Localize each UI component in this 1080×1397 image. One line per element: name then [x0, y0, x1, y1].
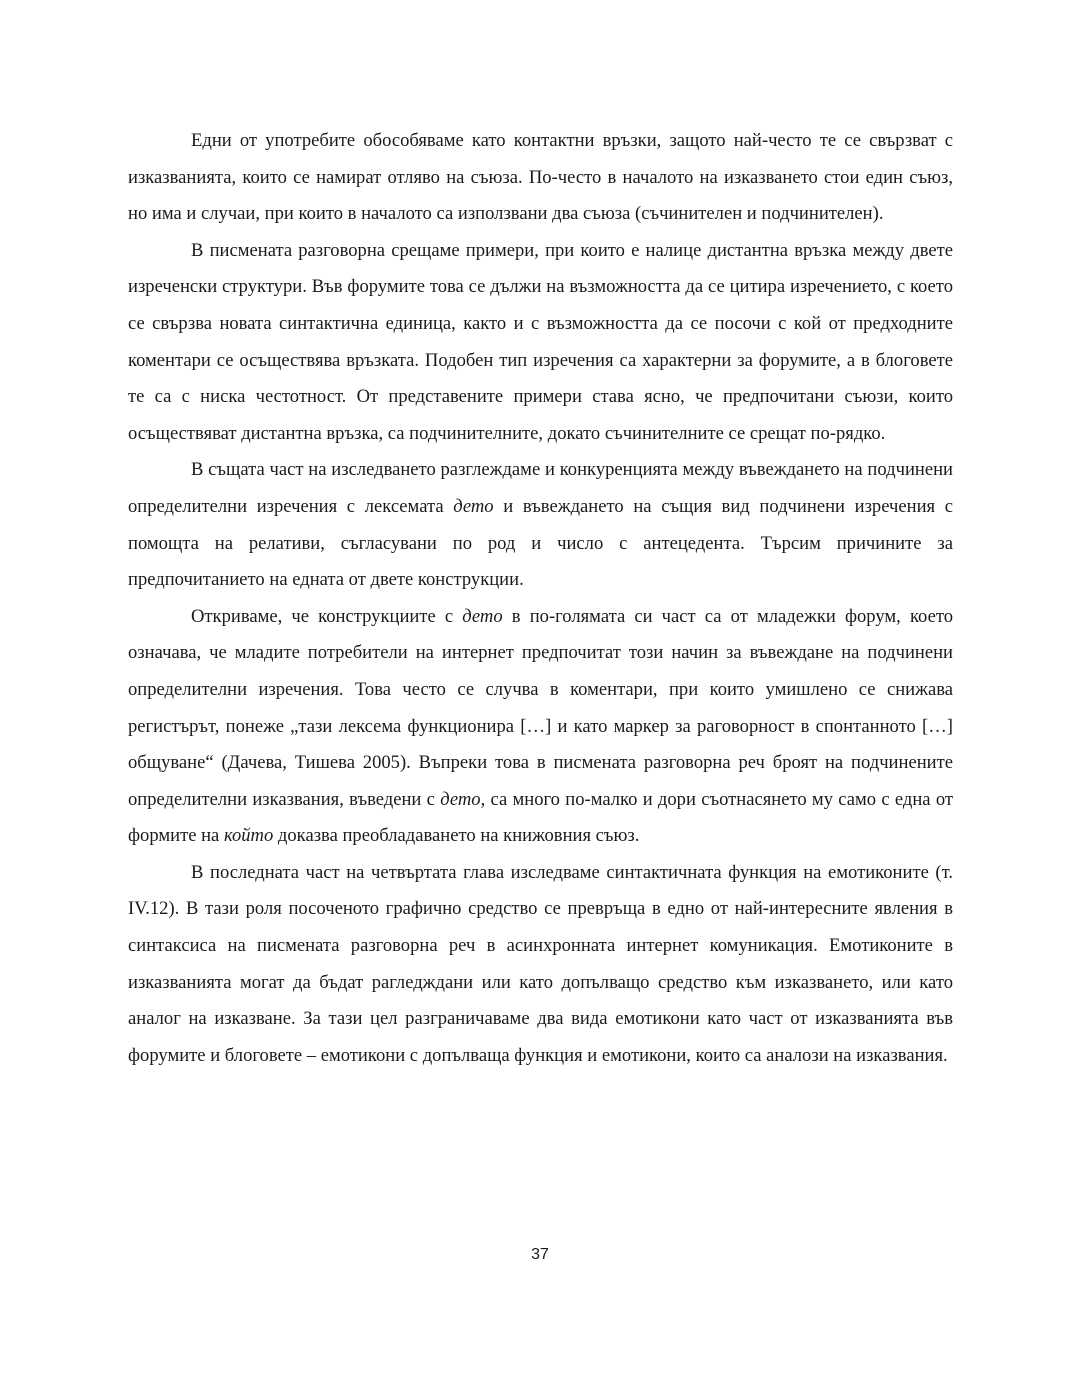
paragraph-text: в по-голямата си част са от младежки форум, което означава, че младите потребители на интернет предпочитат този начин за въвеждане на подчинени определителни изречения. Това често се случва в коментари, при които умишлено се снижава регистърът, понеже „тази лексема функционира […] и като маркер за раговорност в спонтанното […] общуване“ (Дачева, Тишева 2005). Въпреки това в писмената разговорна реч броят на подчинените определителни изказвания, въведени с	[128, 605, 954, 810]
emphasized-term: дето	[453, 495, 494, 517]
emphasized-term: дето	[440, 788, 481, 810]
paragraph-text: и въвеждането на същия вид подчинени изречения с помощта на релативи, съгласувани по род и число с антецедента. Търсим причините за предпочитанието на едната от двете конструкции.	[128, 495, 953, 591]
paragraph-text: В същата част на изследването разглеждаме и конкуренцията между въвеждането на подчинени определителни изречения с лексемата	[128, 459, 953, 517]
page-number: 37	[531, 1246, 549, 1263]
paragraph-contact-links: Едни от употребите обособяваме като контактни връзки, защото най-често те се свързват с изказванията, които се намират отляво на съюза. По-често в началото на изказването стои един съюз, но има и случаи, при които в началото са използвани два съюза (съчинителен и подчинителен).	[128, 130, 953, 225]
paragraph-deto-findings	[128, 599, 953, 855]
emphasized-term: дето	[462, 605, 503, 627]
paragraph-deto-competition	[128, 452, 953, 598]
emphasized-term: който	[223, 825, 274, 847]
paragraph-text: доказва преобладаването на книжовния съюз.	[273, 825, 640, 847]
paragraph-emoticons: В последната част на четвъртата глава изследваме синтактичната функция на емотиконите (т. IV.12). В тази роля посоченото графично средство се превръща в едно от най-интересните явления в синтаксиса на писмената разговорна реч в асинхронната интернет комуникация. Емотиконите в изказванията могат да бъдат рагледждани или като допълващо средство към изказването, или като аналог на изказване. За тази цел разграничаваме два вида емотикони като част от изказванията във форумите и блоговете – емотикони с допълваща функция и емотикони, които са аналози на изказвания.	[128, 861, 953, 1066]
paragraph-text: , са много по-малко и дори съотнасянето му само с една от формите на	[128, 788, 954, 847]
paragraph-distant-links: В писмената разговорна срещаме примери, при които е налице дистантна връзка между двете изреченски структури. Във форумите това се дължи на възможността да се цитира изречението, с което се свързва новата синтактична единица, както и с възможността да се посочи с кой от предходните коментари се осъществява връзката. Подобен тип изречения са характерни за форумите, а в блоговете те са с ниска честотност. От представените примери става ясно, че предпочитани съюзи, които осъществяват дистантна връзка, са подчинителните, докато съчинителните се срещат по-рядко.	[128, 239, 953, 444]
paragraph-text: Откриваме, че конструкциите с	[191, 605, 463, 627]
body-text	[128, 123, 953, 1074]
